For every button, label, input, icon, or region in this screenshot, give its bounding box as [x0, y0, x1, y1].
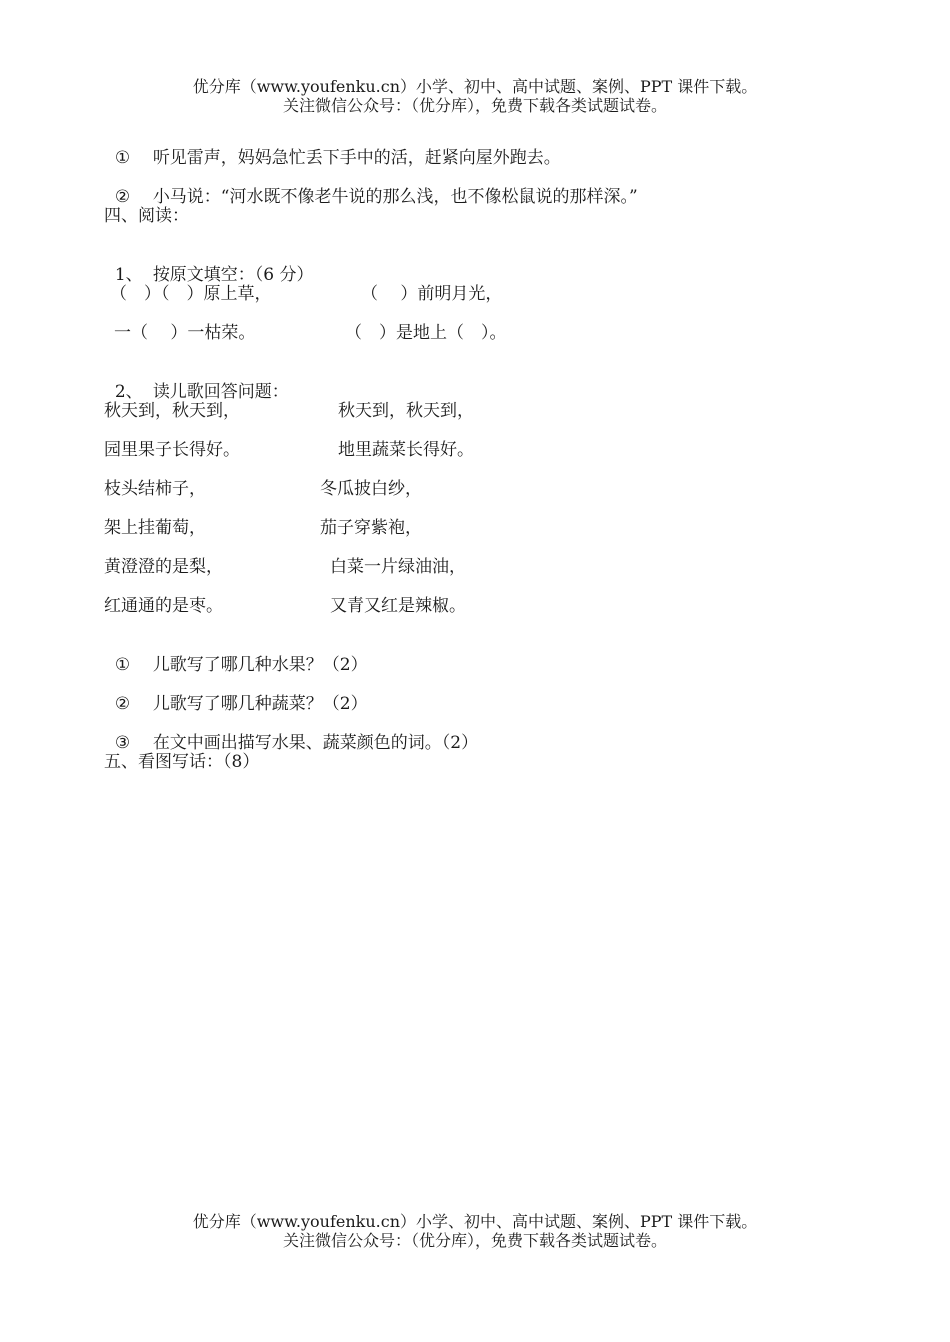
poem-right-line: 地里蔬菜长得好。 — [338, 440, 474, 460]
sentence-item-2 — [104, 167, 638, 207]
footer-line-2: 关注微信公众号：（优分库），免费下载各类试题试卷。 — [282, 1231, 667, 1250]
section-title-reading: 四、阅读： — [104, 206, 189, 226]
poem-left-line: 枝头结柿子， — [104, 479, 206, 499]
fill-blank-row1-right: （ ）前明月光， — [361, 284, 503, 304]
header-line-1: 优分库（www.youfenku.cn）小学、初中、高中试题、案例、PPT 课件下载。 — [192, 77, 758, 96]
question-text: 读儿歌回答问题： — [152, 382, 289, 402]
question-text: 按原文填空：（6 分） — [152, 265, 314, 285]
section-title-picture-writing: 五、看图写话：（8） — [104, 752, 260, 772]
item-text: 小马说：“河水既不像老牛说的那么浅，也不像松鼠说的那样深。” — [152, 187, 638, 207]
poem-right-line: 茄子穿紫袍， — [320, 518, 422, 538]
item-text: 听见雷声，妈妈急忙丢下手中的活，赶紧向屋外跑去。 — [152, 148, 561, 168]
sub-question-number: ③ — [114, 733, 131, 753]
item-number: ② — [114, 187, 131, 207]
poem-right-line: 白菜一片绿油油， — [330, 557, 466, 577]
poem-right-line: 又青又红是辣椒。 — [330, 596, 466, 616]
poem-left-line: 架上挂葡萄， — [104, 518, 206, 538]
item-number: ① — [114, 148, 131, 168]
sub-question-1 — [104, 635, 368, 675]
question-number: 2、 — [114, 382, 143, 402]
page-footer — [0, 1212, 950, 1250]
question-2 — [104, 362, 289, 402]
poem-left-line: 秋天到，秋天到， — [104, 401, 240, 421]
poem-left-line: 园里果子长得好。 — [104, 440, 240, 460]
footer-line-1: 优分库（www.youfenku.cn）小学、初中、高中试题、案例、PPT 课件下载。 — [192, 1212, 758, 1231]
poem-right-line: 冬瓜披白纱， — [320, 479, 422, 499]
sub-question-text: 儿歌写了哪几种蔬菜？（2） — [152, 694, 368, 714]
sub-question-text: 儿歌写了哪几种水果？（2） — [152, 655, 368, 675]
sub-question-3 — [104, 713, 478, 753]
sentence-item-1 — [104, 128, 561, 168]
question-1 — [104, 245, 314, 285]
sub-question-text: 在文中画出描写水果、蔬菜颜色的词。（2） — [152, 733, 479, 753]
fill-blank-row2-left: 一（ ）一枯荣。 — [114, 323, 256, 343]
poem-left-line: 黄澄澄的是梨， — [104, 557, 223, 577]
sub-question-2 — [104, 674, 368, 714]
question-number: 1、 — [114, 265, 143, 285]
sub-question-number: ② — [114, 694, 131, 714]
poem-right-line: 秋天到，秋天到， — [338, 401, 474, 421]
poem-left-line: 红通通的是枣。 — [104, 596, 223, 616]
fill-blank-row1-left: （ ）（ ）原上草， — [110, 284, 272, 304]
header-line-2: 关注微信公众号：（优分库），免费下载各类试题试卷。 — [282, 96, 667, 115]
sub-question-number: ① — [114, 655, 131, 675]
page-header — [0, 77, 950, 115]
fill-blank-row2-right: （ ）是地上（ ）。 — [345, 323, 507, 343]
